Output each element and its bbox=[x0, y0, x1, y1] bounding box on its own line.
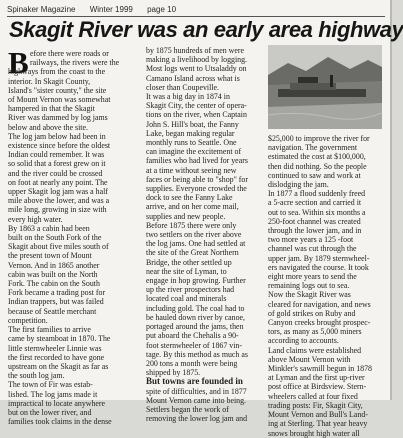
text-line: cabin was built on the North bbox=[8, 269, 98, 279]
page-header bbox=[7, 5, 383, 16]
text-line: Land claims were established bbox=[268, 345, 362, 355]
text-line: Bridge, the other settled up bbox=[146, 257, 232, 267]
text-line: lished. The log jams made it bbox=[8, 389, 98, 399]
text-line: out to sea. Within six months a bbox=[268, 207, 366, 217]
text-line: Indian could remember. It was bbox=[8, 150, 105, 160]
text-line: eight more years to send the bbox=[268, 272, 357, 282]
text-line: mile above the lower, and was a bbox=[8, 196, 110, 206]
text-line: upstream on the Skagit as far as bbox=[8, 361, 109, 371]
text-line: John S. Hill's boat, the Fanny bbox=[146, 119, 239, 129]
text-line: snows brought high water all bbox=[268, 428, 360, 438]
text-line: engage in hop growing. Further bbox=[146, 276, 246, 286]
text-line: supplies and new people. bbox=[146, 211, 226, 221]
text-line: Minkler's sawmill begun in 1878 bbox=[268, 364, 372, 374]
text-line: efore there were roads or bbox=[30, 49, 109, 58]
text-line: up the river prospectors had bbox=[146, 285, 235, 295]
text-line: because of Seattle merchant bbox=[8, 306, 97, 316]
text-line: But towns are founded in bbox=[146, 376, 243, 387]
text-line: River was dammed by log jams bbox=[8, 113, 108, 123]
text-line: In 1877 a flood suddenly freed bbox=[268, 189, 366, 199]
issue-date: Winter 1999 bbox=[89, 5, 133, 14]
text-line: at a time without seeing new bbox=[146, 165, 237, 175]
text-line: the site of the Great Northern bbox=[146, 248, 239, 258]
text-line: the first recorded to have gone bbox=[8, 352, 105, 362]
text-line: arrive, and on her come mail, bbox=[146, 202, 239, 212]
text-line: foot sternwheeler of 1867 vin- bbox=[146, 340, 242, 350]
drop-cap: B bbox=[8, 45, 29, 80]
text-line: tage. By this method as much as bbox=[146, 349, 248, 359]
text-line: competition. bbox=[8, 315, 48, 325]
text-line: so solid that a forest grew on it bbox=[8, 159, 106, 169]
text-line: can imagine the excitement of bbox=[146, 147, 242, 157]
text-line: on foot at nearly any point. The bbox=[8, 177, 108, 187]
text-line: railways, the rivers were the bbox=[30, 58, 120, 68]
text-line: Now the Skagit River was bbox=[268, 290, 351, 300]
column-1 bbox=[8, 45, 140, 427]
text-line: Skagit City, the center of opera- bbox=[146, 101, 247, 111]
text-line: ing at Sterling. That year heavy bbox=[268, 419, 368, 429]
text-line: including gold. The coal had to bbox=[146, 303, 245, 313]
text-line: cleared for navigation, and news bbox=[268, 299, 371, 309]
text-line: making a livelihood by logging. bbox=[146, 55, 248, 65]
text-line: came by steamboat in 1870. The bbox=[8, 334, 111, 344]
publication-name: Spinaker Magazine bbox=[7, 5, 76, 14]
text-line: The town of Fir was estab- bbox=[8, 380, 93, 390]
text-line: Vernon. And in 1865 another bbox=[8, 260, 100, 270]
text-line: highways from the coast to the bbox=[8, 67, 106, 77]
text-line: at Lyman and the first up-river bbox=[268, 373, 365, 383]
river-photo bbox=[268, 45, 382, 129]
text-line: every high water. bbox=[8, 214, 63, 224]
text-line: above Mount Vernon with bbox=[268, 354, 351, 364]
text-line: dock to see the Fanny Lake bbox=[146, 193, 233, 203]
text-line: faces or being able to "shop" for bbox=[146, 174, 248, 184]
text-line: little sternwheeler Linnie was bbox=[8, 343, 102, 353]
text-line: the south log jam. bbox=[8, 371, 65, 381]
text-line: of gold strikes on Ruby and bbox=[268, 308, 356, 318]
text-line: spite of difficulties, and in 1877 bbox=[146, 386, 247, 396]
text-line: remaining logs out to sea. bbox=[268, 281, 350, 291]
text-line: Canyon creeks brought prospec- bbox=[268, 318, 371, 328]
text-line: be hauled down river by canoe, bbox=[146, 312, 246, 322]
page-number: page 10 bbox=[147, 5, 177, 14]
text-line: by 1875 hundreds of men were bbox=[146, 46, 244, 55]
text-line: The first families to arrive bbox=[8, 325, 91, 335]
text-line: located coal and minerals bbox=[146, 294, 227, 304]
column-3 bbox=[268, 134, 382, 438]
text-line: Indian trappers, but was failed bbox=[8, 297, 104, 307]
article-title: Skagit River was an early area highway bbox=[9, 17, 403, 42]
text-line: impractical to locate anywhere bbox=[8, 398, 106, 408]
text-line: tions on the river, when Captain bbox=[146, 110, 247, 120]
text-line: interior. In Skagit County, bbox=[8, 76, 91, 86]
text-line: monthly runs to Seattle. One bbox=[146, 138, 237, 148]
text-line: mile long, growing in size with bbox=[8, 205, 107, 215]
text-line: $25,000 to improve the river for bbox=[268, 134, 370, 143]
text-line: Before 1875 there were only bbox=[146, 220, 237, 230]
text-line: existence since before the oldest bbox=[8, 141, 111, 151]
text-line: trading posts: Fir, Skagit City, bbox=[268, 400, 363, 410]
text-line: hampered in that the Skagit bbox=[8, 104, 95, 114]
text-line: families who had lived for years bbox=[146, 156, 248, 166]
text-line: built on the South Fork of the bbox=[8, 233, 102, 243]
text-line: the log jams. One had settled at bbox=[146, 239, 246, 249]
text-line: then did nothing. So the people bbox=[268, 161, 367, 171]
text-line: according to accounts. bbox=[268, 336, 339, 346]
text-line: Fork. The cabin on the South bbox=[8, 279, 100, 289]
text-line: It was a big day in 1874 in bbox=[146, 92, 230, 102]
text-line: shipped by 1875. bbox=[146, 368, 201, 378]
text-line: post office at Birdsview. Stern- bbox=[268, 382, 367, 392]
text-line: 200 tons a month were being bbox=[146, 358, 238, 368]
text-line: but on the lower river, and bbox=[8, 407, 92, 417]
text-line: wheelers called at four fixed bbox=[268, 391, 358, 401]
text-line: continued to saw and work at bbox=[268, 170, 361, 180]
text-line: and the river could be crossed bbox=[8, 168, 103, 178]
text-line: upper Skagit log jam was a half bbox=[8, 187, 108, 197]
text-line: The log jam below had been in bbox=[8, 131, 106, 141]
text-line: supplies. Everyone crowded the bbox=[146, 184, 247, 194]
text-line: Fork became a trading post for bbox=[8, 288, 106, 298]
text-line: Settlers began the work of bbox=[146, 404, 229, 414]
text-line: estimated the cost at $100,000, bbox=[268, 152, 366, 162]
text-line: put aboard the Chehalis a 90- bbox=[146, 331, 239, 341]
text-line: ers navigated the course. It took bbox=[268, 262, 369, 272]
text-line: By 1863 a cabin had been bbox=[8, 223, 90, 233]
text-line: Lake, began making regular bbox=[146, 128, 235, 138]
text-line: two more years a 125 -foot bbox=[268, 235, 354, 245]
text-line: Mount Vernon came into being. bbox=[146, 395, 247, 405]
text-line: Camano Island across what is bbox=[146, 73, 240, 83]
text-line: Most logs went to Utsaladdy on bbox=[146, 64, 247, 74]
text-line: tors, as many as 5,000 miners bbox=[268, 327, 362, 337]
text-line: families took claims in the dense bbox=[8, 417, 112, 427]
text-line: 250-foot channel was created bbox=[268, 216, 361, 226]
text-line: near the site of Lyman, to bbox=[146, 266, 227, 276]
text-line: upper jam. By 1879 sternwheel- bbox=[268, 253, 370, 263]
text-line: portaged around the jams, then bbox=[146, 322, 244, 332]
text-line: closer than Coupeville. bbox=[146, 82, 219, 92]
text-line: a 5-acre section and carried it bbox=[268, 198, 362, 208]
text-line: channel was cut through the bbox=[268, 244, 357, 254]
column-2 bbox=[146, 46, 266, 423]
text-line: Island's "sister county," the site bbox=[8, 85, 107, 95]
text-line: of Mount Vernon was somewhat bbox=[8, 95, 111, 105]
text-line: Mount Vernon and Bull's Land- bbox=[268, 410, 368, 420]
text-line: the present town of Mount bbox=[8, 251, 92, 261]
text-line: Skagit about five miles south of bbox=[8, 242, 109, 252]
text-line: removing the lower log jam and bbox=[146, 414, 248, 424]
text-line: two settlers on the river above bbox=[146, 230, 242, 240]
text-line: navigation. The government bbox=[268, 143, 358, 153]
text-line: through the lower jam, and in bbox=[268, 226, 362, 236]
text-line: dislodging the jam. bbox=[268, 180, 329, 190]
text-line: below and above the site. bbox=[8, 122, 88, 132]
